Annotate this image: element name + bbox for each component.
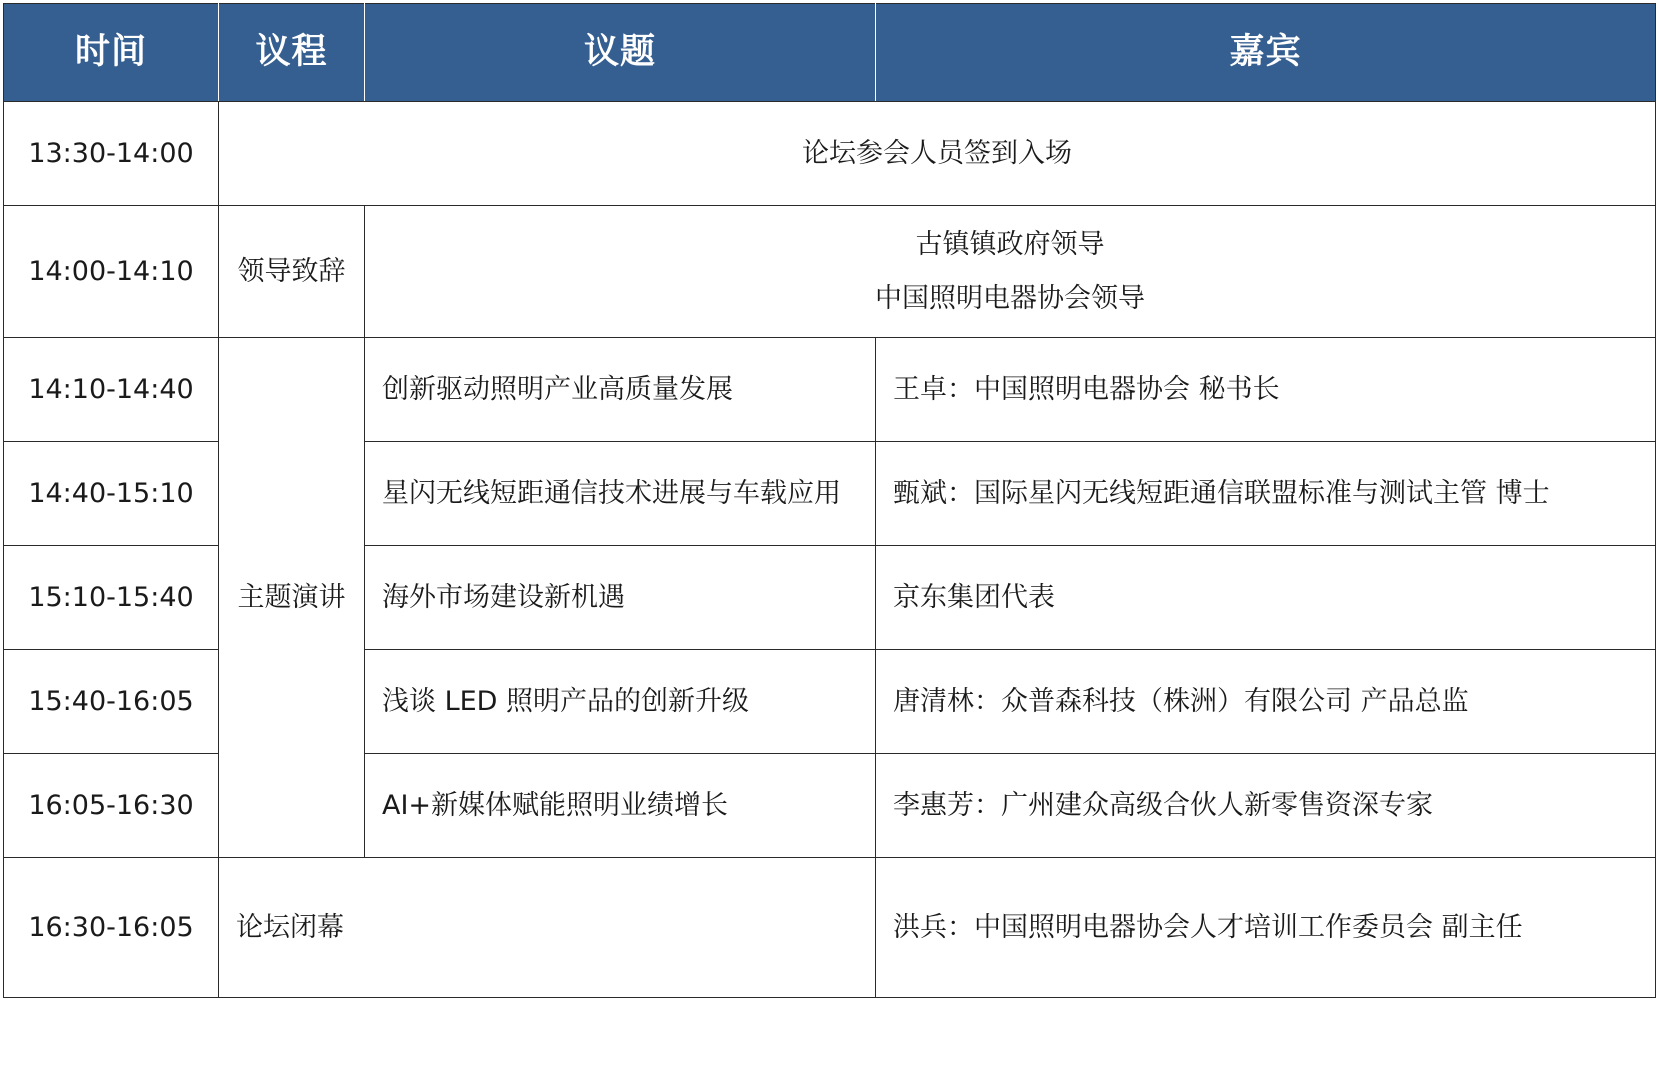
topic-cell: 创新驱动照明产业高质量发展 bbox=[365, 338, 876, 442]
speech-speaker-line-1: 古镇镇政府领导 bbox=[915, 229, 1105, 261]
header-agenda: 议程 bbox=[219, 4, 365, 102]
guest-cell: 甄斌：国际星闪无线短距通信联盟标准与测试主管 博士 bbox=[876, 442, 1656, 546]
topic-cell: 浅谈 LED 照明产品的创新升级 bbox=[365, 650, 876, 754]
header-topic: 议题 bbox=[365, 4, 876, 102]
time-cell: 16:30-16:05 bbox=[4, 858, 219, 998]
topic-cell: AI+新媒体赋能照明业绩增长 bbox=[365, 754, 876, 858]
speech-speaker-line-2: 中国照明电器协会领导 bbox=[875, 282, 1145, 314]
agenda-table bbox=[3, 3, 1656, 998]
header-row bbox=[4, 4, 1656, 102]
agenda-cell-speech: 领导致辞 bbox=[219, 206, 365, 338]
header-guest: 嘉宾 bbox=[876, 4, 1656, 102]
agenda-cell-closing: 论坛闭幕 bbox=[219, 858, 876, 998]
row-checkin bbox=[4, 102, 1656, 206]
checkin-text: 论坛参会人员签到入场 bbox=[219, 102, 1656, 206]
guest-cell: 京东集团代表 bbox=[876, 546, 1656, 650]
guest-cell: 李惠芳：广州建众高级合伙人新零售资深专家 bbox=[876, 754, 1656, 858]
agenda-table-wrapper bbox=[3, 3, 1656, 998]
guest-cell: 唐清林：众普森科技（株洲）有限公司 产品总监 bbox=[876, 650, 1656, 754]
time-cell: 15:10-15:40 bbox=[4, 546, 219, 650]
header-time: 时间 bbox=[4, 4, 219, 102]
time-cell: 14:00-14:10 bbox=[4, 206, 219, 338]
topic-cell: 星闪无线短距通信技术进展与车载应用 bbox=[365, 442, 876, 546]
guest-cell: 洪兵：中国照明电器协会人才培训工作委员会 副主任 bbox=[876, 858, 1656, 998]
speech-speakers bbox=[365, 206, 1656, 338]
topic-cell: 海外市场建设新机遇 bbox=[365, 546, 876, 650]
agenda-cell-keynote: 主题演讲 bbox=[219, 338, 365, 858]
time-cell: 16:05-16:30 bbox=[4, 754, 219, 858]
time-cell: 14:40-15:10 bbox=[4, 442, 219, 546]
row-talk-1 bbox=[4, 338, 1656, 442]
time-cell: 14:10-14:40 bbox=[4, 338, 219, 442]
guest-cell: 王卓：中国照明电器协会 秘书长 bbox=[876, 338, 1656, 442]
row-closing bbox=[4, 858, 1656, 998]
row-leader-speech bbox=[4, 206, 1656, 338]
time-cell: 13:30-14:00 bbox=[4, 102, 219, 206]
time-cell: 15:40-16:05 bbox=[4, 650, 219, 754]
